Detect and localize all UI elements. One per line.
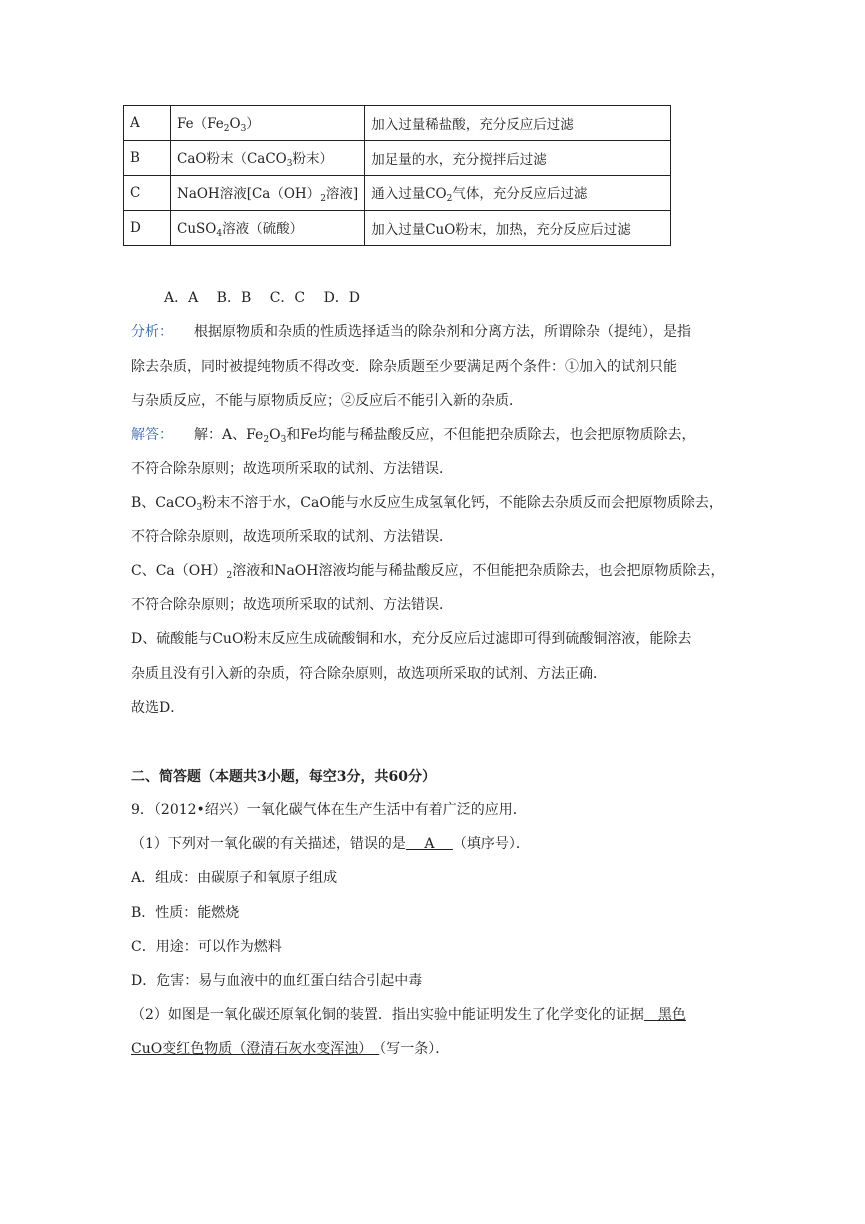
solution-final: 故选D． <box>131 700 185 716</box>
row-letter: C <box>124 176 171 211</box>
row-letter: B <box>124 141 171 176</box>
answer-blank: A <box>405 836 453 852</box>
solution-label: 解答： <box>131 427 166 443</box>
question-9-part-2-cont: CuO变红色物质（澄清石灰水变浑浊） （写一条）． <box>131 1041 450 1057</box>
option-c: C．用途：可以作为燃料 <box>131 939 282 955</box>
row-method: 加入过量CuO粉末，加热，充分反应后过滤 <box>365 211 671 246</box>
solution-line-d2: 杂质且没有引入新的杂质，符合除杂原则，故选项所采取的试剂、方法正确． <box>131 666 607 682</box>
solution-line-a1: 解答： 解：A、$Fe_2O_3$和Fe均能与稀盐酸反应，不但能把杂质除去，也会把原物质除去， <box>131 427 696 445</box>
option-d: D．危害：易与血液中的血红蛋白结合引起中毒 <box>131 973 423 989</box>
row-method: 加入过量稀盐酸，充分反应后过滤 <box>365 106 671 141</box>
solution-line-c1: C、$Ca(OH)_2$溶液和NaOH溶液均能与稀盐酸反应，不但能把杂质除去，也会把原物质除去， <box>131 563 725 581</box>
analysis-line-1: 分析： 根据原物质和杂质的性质选择适当的除杂剂和分离方法，所谓除杂（提纯），是指 <box>131 324 691 340</box>
row-method: 加足量的水，充分搅拌后过滤 <box>365 141 671 176</box>
option-a: A．组成：由碳原子和氧原子组成 <box>131 870 338 886</box>
answer-choices: A．A B．B C．C D．D <box>164 290 361 306</box>
row-letter: A <box>124 106 171 141</box>
solution-line-b2: 不符合除杂原则，故选项所采取的试剂、方法错误． <box>131 529 453 545</box>
row-method: 通入过量$CO_2$气体，充分反应后过滤 <box>365 176 671 211</box>
analysis-line-2: 除去杂质，同时被提纯物质不得改变．除杂质题至少要满足两个条件：①加入的试剂只能 <box>131 359 677 375</box>
section-heading: 二、简答题（本题共3小题，每空3分，共60分） <box>131 769 436 785</box>
row-substance: CuSO$_4$溶液（硫酸） <box>171 211 365 246</box>
question-9-part-2: （2）如图是一氧化碳还原氧化铜的装置．指出实验中能证明发生了化学变化的证据 黑色 <box>131 1007 686 1023</box>
answer-blank: 黑色 <box>643 1007 686 1023</box>
table-row <box>124 141 671 176</box>
options-table <box>123 105 671 246</box>
answer-blank: CuO变红色物质（澄清石灰水变浑浊） <box>131 1041 380 1057</box>
solution-line-c2: 不符合除杂原则；故选项所采取的试剂、方法错误． <box>131 597 453 613</box>
row-substance: $Fe(Fe_2O_3)$ <box>171 106 365 141</box>
table-row <box>124 106 671 141</box>
solution-line-a2: 不符合除杂原则；故选项所采取的试剂、方法错误． <box>131 461 453 477</box>
analysis-label: 分析： <box>131 324 166 340</box>
row-substance: CaO粉末（CaCO$_3$粉末） <box>171 141 365 176</box>
question-9: 9．（2012•绍兴）一氧化碳气体在生产生活中有着广泛的应用． <box>131 802 527 818</box>
option-b: B．性质：能燃烧 <box>131 905 240 921</box>
row-letter: D <box>124 211 171 246</box>
solution-line-d1: D、硫酸能与CuO粉末反应生成硫酸铜和水，充分反应后过滤即可得到硫酸铜溶液，能除去 <box>131 631 692 647</box>
analysis-line-3: 与杂质反应，不能与原物质反应；②反应后不能引入新的杂质． <box>131 393 523 409</box>
row-substance: NaOH溶液[$Ca(OH)_2$溶液] <box>171 176 365 211</box>
solution-line-b1: B、CaCO$_3$粉末不溶于水，CaO能与水反应生成氢氧化钙，不能除去杂质反而会把原物质除去， <box>131 495 723 513</box>
question-9-part-1: （1）下列对一氧化碳的有关描述，错误的是 A （填序号）． <box>131 836 530 852</box>
table-row <box>124 176 671 211</box>
table-row <box>124 211 671 246</box>
